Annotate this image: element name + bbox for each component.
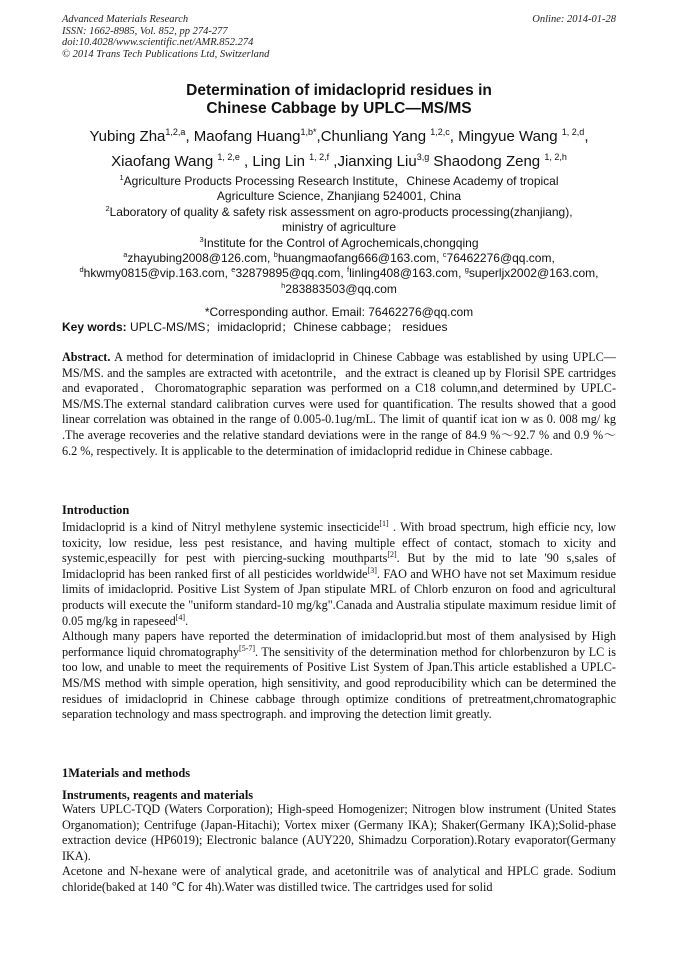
email: huangmaofang666@163.com: [277, 251, 437, 266]
text-run: . FAO and WHO have not set Maximum residue limits of imidacloprid. Positive List System of Jpan stipulate MRL of Chlorb enzuron on food and agricultural products will execute the "uniform standard-10 mg/kg".Canada and Australia stipulate maximum residue limit of 0.05 mg/kg in rapeseed: [62, 566, 616, 628]
affiliations: [58, 174, 620, 321]
affiliation-sup: 2: [105, 203, 110, 213]
email-sup: a: [123, 250, 128, 260]
online-date: Online: 2014-01-28: [532, 14, 616, 25]
author-sep: ,: [185, 128, 194, 145]
email-sup: e: [231, 265, 236, 275]
email: 76462276@qq.com,: [446, 251, 555, 266]
email-sup: g: [464, 265, 469, 275]
subsection-heading-instruments: Instruments, reagents and materials: [62, 788, 254, 802]
keywords: [62, 320, 616, 335]
author-line-2: [111, 153, 567, 170]
author: Mingyue Wang: [458, 128, 562, 145]
email-sep: ,: [458, 266, 465, 281]
email: hkwmy0815@vip.163.com: [83, 266, 225, 281]
author-sep: ,: [316, 128, 321, 145]
email: 32879895@qq.com: [235, 266, 341, 281]
keywords-text: UPLC-MS/MS；imidacloprid；Chinese cabbage； residues: [126, 320, 448, 334]
abstract-text: A method for determination of imidacloprid in Chinese Cabbage was established by using UPLC—MS/MS. and the samples are extracted with acetontrile，and the extract is cleaned up by Florisil SPE cartridges and evaporated．Choromatographic separation was performed on a C18 column,and determined by UPLC-MS/MS.The external standard calibration curves were used for quantification. The results showed that a good linear correlation was obtained in the range of 0.005-0.1ug/mL. The limit of quantif icat ion w as 0. 008 mg/ kg .The average recoveries and the relative standard deviations were in the range of 84.9 %～92.7 % and 0.9 %～6.2 %, respectively. It is applicable to the determination of imidacloprid redidue in Chinese cabbage.: [62, 350, 616, 458]
doi-line: doi:10.4028/www.scientific.net/AMR.852.274: [62, 37, 254, 48]
author-sep: ,: [584, 128, 589, 145]
email-line-2: [58, 266, 620, 281]
citation: [2]: [387, 550, 397, 560]
citation: [3]: [367, 565, 377, 575]
materials-paragraph-1: Waters UPLC-TQD (Waters Corporation); High-speed Homogenizer; Nitrogen blow instrument (United States Organomation); Centrifuge (Japan-Hitachi); Vortex mixer (Germany IKA); Shaker(Germany IKA);Solid-phase extraction device (HP6019); Electronic balance (AUY220, Shimadzu Corporation).Rotary evaporator(Germany IKA).: [62, 802, 616, 863]
text-run: Although many papers have reported the determination of imidacloprid.but most of them analysised by High performance liquid chromatography: [62, 629, 616, 659]
affiliation-3: [58, 236, 620, 251]
materials-body: [62, 802, 616, 896]
email-sup: c: [442, 250, 447, 260]
section-heading-introduction: Introduction: [62, 503, 130, 517]
author-sup: 1, 2,h: [544, 152, 567, 162]
email: superljx2002@163.com,: [468, 266, 599, 281]
email-sup: h: [281, 280, 286, 290]
author-sep: ,: [449, 128, 459, 145]
email-sup: b: [273, 250, 278, 260]
citation: [4]: [175, 612, 186, 622]
email-sep: ,: [340, 266, 348, 281]
email-sup: f: [347, 265, 350, 275]
text-run: Imidacloprid is a kind of Nitryl methylene systemic insecticide: [62, 520, 380, 534]
copyright-line: © 2014 Trans Tech Publications Ltd, Switzerland: [62, 48, 270, 60]
intro-paragraph-1: [62, 520, 616, 629]
corresponding-author: *Corresponding author. Email: 76462276@qq.com: [204, 305, 474, 320]
email: zhayubing2008@126.com: [127, 251, 267, 266]
citation: [1]: [379, 518, 389, 528]
introduction-body: [62, 520, 616, 723]
keywords-label: Key words:: [62, 320, 127, 334]
author: Xiaofang Wang: [111, 153, 218, 170]
affiliation-1-cont: Agriculture Science, Zhanjiang 524001, China: [216, 189, 462, 204]
intro-paragraph-2: [62, 629, 616, 723]
affiliation-2-cont: ministry of agriculture: [281, 220, 397, 235]
email-line-1: [58, 251, 620, 266]
author-line-1: [90, 128, 589, 145]
affiliation-text: Institute for the Control of Agrochemicals,chongqing: [203, 235, 479, 250]
materials-paragraph-2: Acetone and N-hexane were of analytical grade, and acetonitrile was of analytical and HPLC grade. Sodium chloride(baked at 140 ℃ for 4h).Water was distilled twice. The cartridges used for solid: [62, 864, 616, 894]
affiliation-sup: 3: [199, 234, 204, 244]
journal-header: [62, 14, 616, 60]
author: Yubing Zha: [89, 128, 166, 145]
author-sup: 1,b*: [300, 127, 317, 137]
author-sup: 1,2,a: [165, 127, 186, 137]
section-heading-materials: 1Materials and methods: [62, 766, 191, 780]
author-sup: 3,g: [416, 152, 430, 162]
email-sep: ,: [436, 251, 443, 266]
author: Jianxing Liu: [337, 153, 417, 170]
abstract-label: Abstract.: [62, 350, 111, 364]
issn-line: ISSN: 1662-8985, Vol. 852, pp 274-277: [62, 25, 228, 37]
affiliation-text: Laboratory of quality & safety risk assessment on agro-products processing(zhanjiang),: [109, 204, 573, 219]
author-sup: 1, 2,f: [309, 152, 330, 162]
author: Maofang Huang: [193, 128, 301, 145]
author-sup: 1, 2,d: [561, 127, 585, 137]
text-run: . But by the mid to late '90 s,sales of Imidacloprid has been ranked first of all pesticides worldwide: [62, 551, 616, 581]
affiliation-1: [58, 174, 620, 189]
author-sup: 1, 2,e: [217, 152, 240, 162]
text-run: . The sensitivity of the determination method for chlorbenzuron by LC is too low, and unable to meet the requirements of Positive List System of Jpan.This article established a UPLC-MS/MS method with simple operation, high sensitivity, and good reproducibility which can be determined the residues of imidacloprid in Chinese cabbage through optimize conditions of pretreatment,chromatographic separation technology and mass spectrograph. and improving the detection limit greatly.: [62, 644, 616, 722]
author-sep: ,: [329, 153, 338, 170]
affiliation-sup: 1: [119, 173, 124, 182]
author: Ling Lin: [252, 153, 310, 170]
author-sep: ,: [239, 153, 253, 170]
email-line-3: [58, 282, 620, 297]
author-sup: 1,2,c: [430, 127, 450, 137]
email-sup: d: [79, 265, 84, 275]
author-list: [58, 124, 620, 174]
affiliation-text: Agriculture Products Processing Research Institute，Chinese Academy of tropical: [123, 174, 559, 188]
journal-name: Advanced Materials Research: [62, 14, 189, 25]
affiliation-2: [58, 205, 620, 220]
email-sep: ,: [224, 266, 232, 281]
title-line-1: Determination of imidacloprid residues in: [186, 82, 492, 99]
email: linling408@163.com: [349, 266, 459, 281]
text-run: .: [185, 613, 189, 628]
text-run: . With broad spectrum, high efficie ncy, low toxicity, low residue, less pest resistance, and having multiple effect of contact, stomach to xicity and systemic,espeacilly for pest with piercing-sucking mouthparts: [62, 520, 616, 566]
email-sep: ,: [266, 251, 274, 266]
paper-title: [62, 82, 616, 118]
abstract: [62, 350, 616, 459]
email: 283883503@qq.com: [285, 281, 397, 296]
title-line-2: Chinese Cabbage by UPLC—MS/MS: [206, 100, 472, 117]
citation: [5-7]: [239, 643, 256, 653]
author: Chunliang Yang: [320, 128, 431, 145]
author: Shaodong Zeng: [433, 153, 545, 170]
